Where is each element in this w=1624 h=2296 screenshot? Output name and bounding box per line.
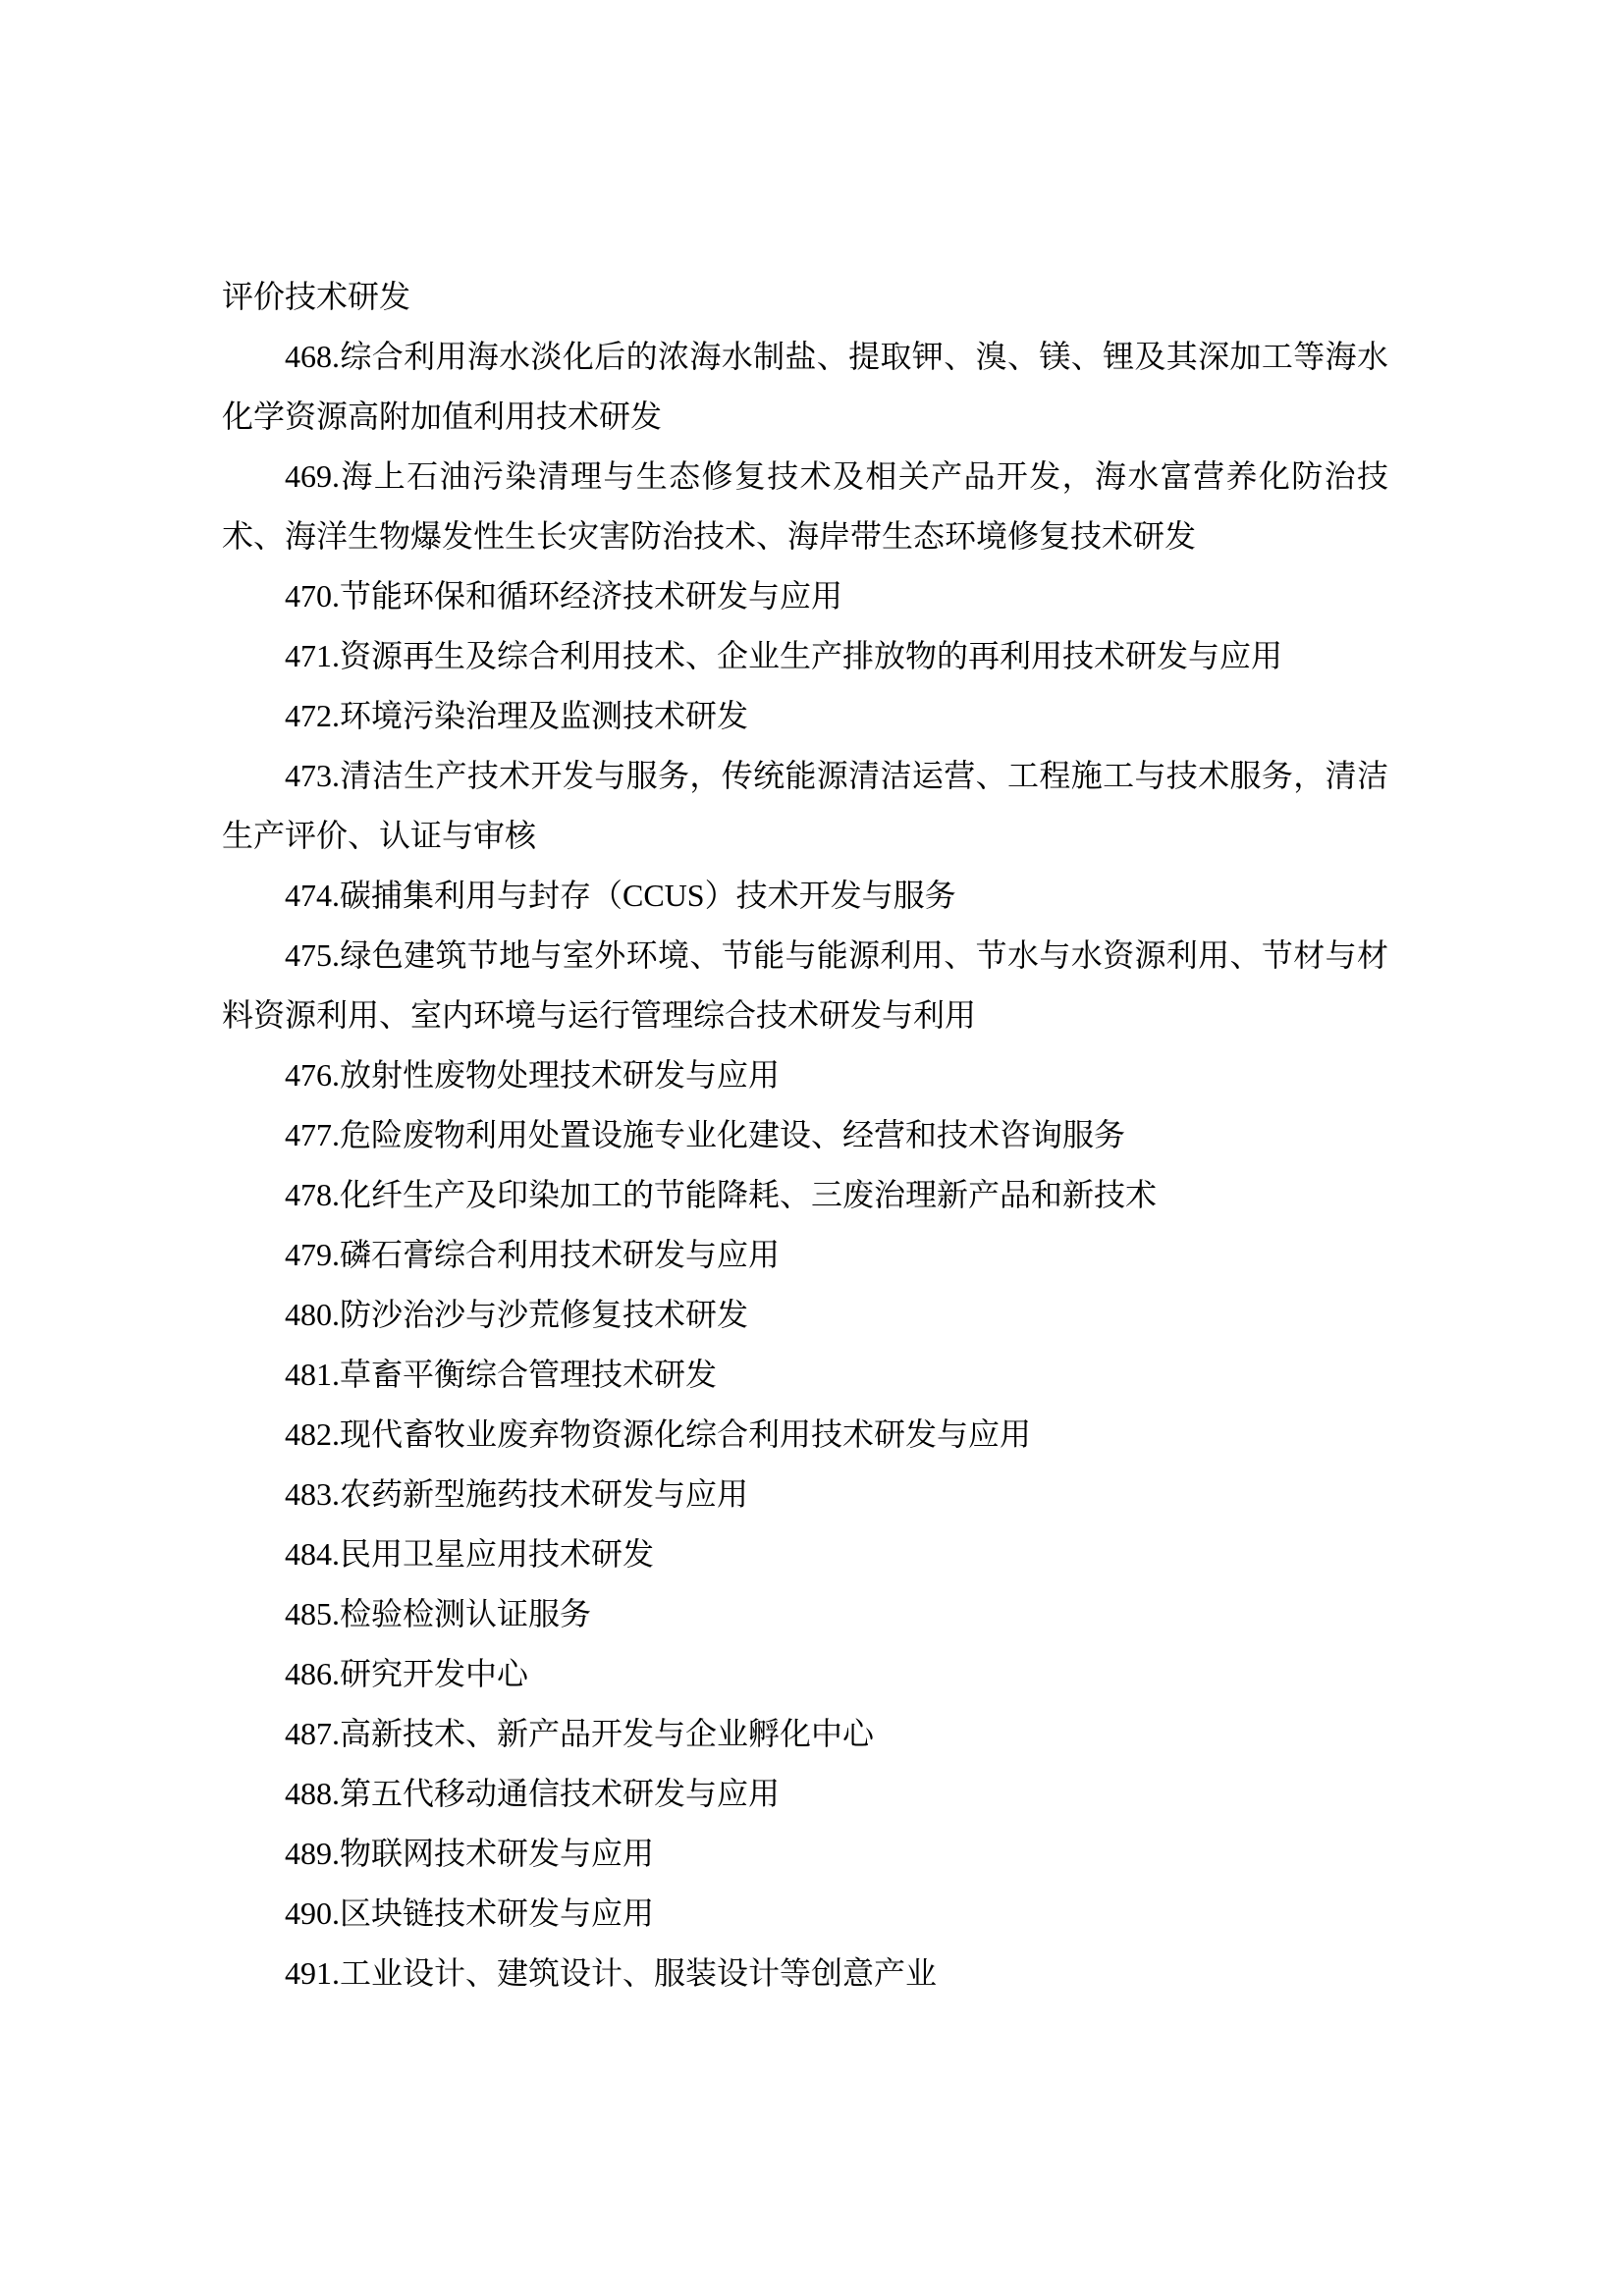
list-item: 481.草畜平衡综合管理技术研发 xyxy=(285,1357,718,1392)
list-item: 490.区块链技术研发与应用 xyxy=(285,1896,655,1931)
list-item: 488.第五代移动通信技术研发与应用 xyxy=(285,1776,781,1811)
continuation-line: 评价技术研发 xyxy=(222,279,411,314)
list-item: 483.农药新型施药技术研发与应用 xyxy=(285,1476,749,1512)
list-item: 469.海上石油污染清理与生态修复技术及相关产品开发，海水富营养化防治技术、海洋生物爆发性生长灾害防治技术、海岸带生态环境修复技术研发 xyxy=(222,458,1388,554)
item-list xyxy=(222,327,1388,2003)
list-item: 473.清洁生产技术开发与服务，传统能源清洁运营、工程施工与技术服务，清洁生产评价、认证与审核 xyxy=(222,758,1388,853)
list-item: 475.绿色建筑节地与室外环境、节能与能源利用、节水与水资源利用、节材与材料资源利用、室内环境与运行管理综合技术研发与利用 xyxy=(222,937,1388,1033)
text-body xyxy=(222,267,1388,2003)
list-item: 478.化纤生产及印染加工的节能降耗、三废治理新产品和新技术 xyxy=(285,1177,1158,1212)
list-item: 476.放射性废物处理技术研发与应用 xyxy=(285,1057,781,1093)
list-item: 480.防沙治沙与沙荒修复技术研发 xyxy=(285,1297,749,1332)
list-item: 470.节能环保和循环经济技术研发与应用 xyxy=(285,578,843,614)
list-item: 487.高新技术、新产品开发与企业孵化中心 xyxy=(285,1716,875,1751)
list-item: 491.工业设计、建筑设计、服装设计等创意产业 xyxy=(285,1955,938,1991)
list-item: 484.民用卫星应用技术研发 xyxy=(285,1536,655,1572)
list-item: 471.资源再生及综合利用技术、企业生产排放物的再利用技术研发与应用 xyxy=(285,638,1283,673)
list-item: 472.环境污染治理及监测技术研发 xyxy=(285,698,749,733)
list-item: 474.碳捕集利用与封存（CCUS）技术开发与服务 xyxy=(285,878,956,913)
list-item: 489.物联网技术研发与应用 xyxy=(285,1836,655,1871)
list-item: 486.研究开发中心 xyxy=(285,1656,529,1691)
list-item: 485.检验检测认证服务 xyxy=(285,1596,592,1631)
list-item: 468.综合利用海水淡化后的浓海水制盐、提取钾、溴、镁、锂及其深加工等海水化学资源高附加值利用技术研发 xyxy=(222,339,1388,434)
list-item: 482.现代畜牧业废弃物资源化综合利用技术研发与应用 xyxy=(285,1416,1032,1452)
list-item: 479.磷石膏综合利用技术研发与应用 xyxy=(285,1237,781,1272)
list-item: 477.危险废物利用处置设施专业化建设、经营和技术咨询服务 xyxy=(285,1117,1126,1152)
